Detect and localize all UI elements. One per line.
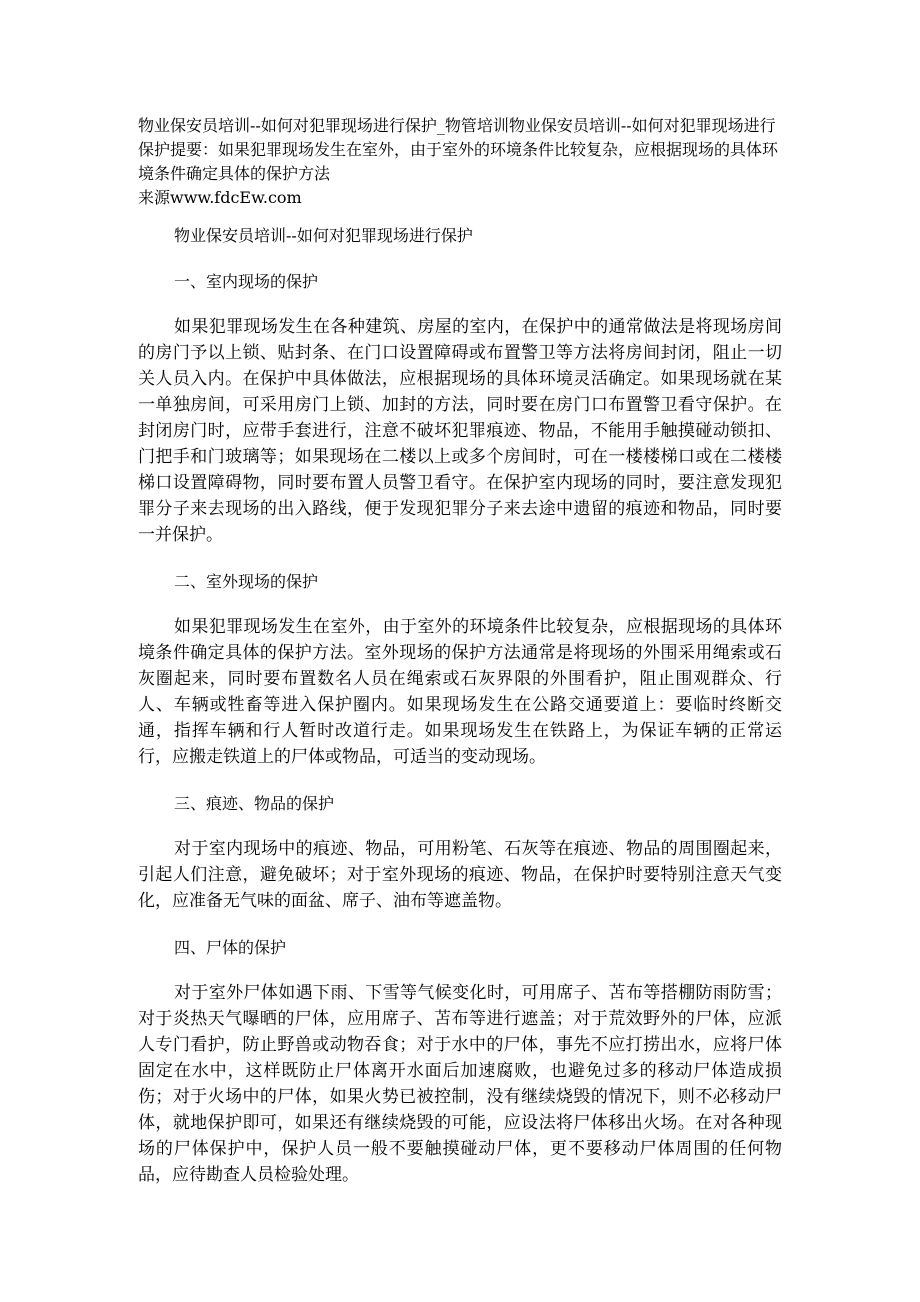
section-heading: 一、室内现场的保护	[174, 272, 319, 291]
section-body: 对于室内现场中的痕迹、物品，可用粉笔、石灰等在痕迹、物品的周围圈起来，引起人们注意，避免破坏；对于室外现场的痕迹、物品，在保护时要特别注意天气变化，应准备无气味的面盆、席子、油布等遮盖物。	[138, 839, 782, 911]
section-heading: 二、室外现场的保护	[174, 572, 319, 591]
document-page	[138, 114, 782, 1188]
header-summary: 物业保安员培训--如何对犯罪现场进行保护_物管培训物业保安员培训--如何对犯罪现场进行保护提要：如果犯罪现场发生在室外，由于室外的环境条件比较复杂，应根据现场的具体环境条件确定具体的保护方法	[138, 116, 779, 183]
section-heading: 三、痕迹、物品的保护	[174, 794, 335, 813]
source-line: 来源www.fdcEw.com	[138, 188, 302, 207]
section-body: 如果犯罪现场发生在各种建筑、房屋的室内，在保护中的通常做法是将现场房间的房门予以上锁、贴封条、在门口设置障碍或布置警卫等方法将房间封闭，阻止一切关人员入内。在保护中具体做法，应根据现场的具体环境灵活确定。如果现场就在某一单独房间，可采用房门上锁、加封的方法，同时要在房门口布置警卫看守保护。在封闭房门时，应带手套进行，注意不破坏犯罪痕迹、物品，不能用手触摸碰动锁扣、门把手和门玻璃等；如果现场在二楼以上或多个房间时，可在一楼楼梯口或在二楼楼梯口设置障碍物，同时要布置人员警卫看守。在保护室内现场的同时，要注意发现犯罪分子来去现场的出入路线，便于发现犯罪分子来去途中遗留的痕迹和物品，同时要一并保护。	[138, 317, 782, 545]
section-body: 对于室外尸体如遇下雨、下雪等气候变化时，可用席子、苫布等搭棚防雨防雪；对于炎热天气曝晒的尸体，应用席子、苫布等进行遮盖；对于荒效野外的尸体，应派人专门看护，防止野兽或动物吞食；对于水中的尸体，事先不应打捞出水，应将尸体固定在水中，这样既防止尸体离开水面后加速腐败，也避免过多的移动尸体造成损伤；对于火场中的尸体，如果火势已被控制，没有继续烧毁的情况下，则不必移动尸体，就地保护即可，如果还有继续烧毁的可能，应设法将尸体移出火场。在对各种现场的尸体保护中，保护人员一般不要触摸碰动尸体，更不要移动尸体周围的任何物品，应待勘查人员检验处理。	[138, 983, 782, 1185]
section-3	[138, 792, 782, 914]
document-header	[138, 114, 782, 210]
section-1	[138, 270, 782, 548]
section-2	[138, 570, 782, 770]
section-body: 如果犯罪现场发生在室外，由于室外的环境条件比较复杂，应根据现场的具体环境条件确定具体的保护方法。室外现场的保护方法通常是将现场的外围采用绳索或石灰圈起来，同时要布置数名人员在绳索或石灰界限的外围看护，阻止围观群众、行人、车辆或牲畜等进入保护圈内。如果现场发生在公路交通要道上：要临时终断交通，指挥车辆和行人暂时改道行走。如果现场发生在铁路上，为保证车辆的正常运行，应搬走铁道上的尸体或物品，可适当的变动现场。	[138, 617, 782, 767]
section-4	[138, 936, 782, 1188]
document-title: 物业保安员培训--如何对犯罪现场进行保护	[174, 226, 473, 245]
section-heading: 四、尸体的保护	[174, 938, 287, 957]
